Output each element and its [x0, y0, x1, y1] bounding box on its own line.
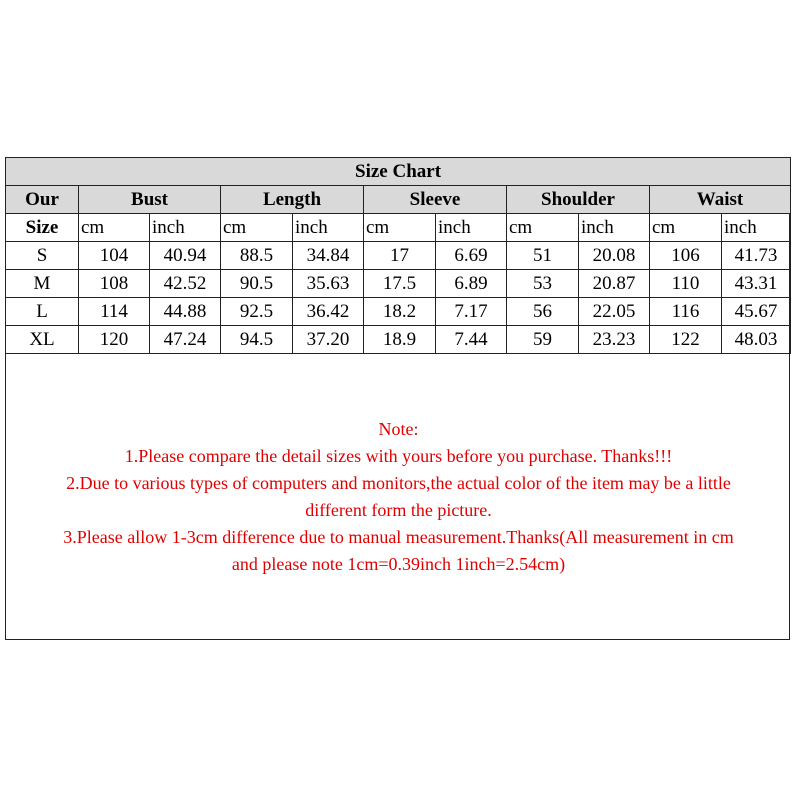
note-block	[6, 416, 791, 578]
value-cell: 6.89	[436, 270, 507, 298]
size-chart-frame	[5, 157, 790, 640]
value-cell: 20.08	[579, 242, 650, 270]
value-cell: 18.9	[364, 326, 436, 354]
value-cell: 35.63	[293, 270, 364, 298]
value-cell: 110	[650, 270, 722, 298]
value-cell: 36.42	[293, 298, 364, 326]
group-header-shoulder: Shoulder	[507, 186, 650, 214]
value-cell: 116	[650, 298, 722, 326]
size-header: Size	[6, 214, 79, 242]
unit-label: inch	[579, 214, 650, 242]
value-cell: 40.94	[150, 242, 221, 270]
size-chart-table	[5, 157, 791, 354]
value-cell: 92.5	[221, 298, 293, 326]
note-line: and please note 1cm=0.39inch 1inch=2.54cm)	[231, 554, 566, 574]
table-row	[6, 270, 791, 298]
value-cell: 94.5	[221, 326, 293, 354]
size-cell: L	[6, 298, 79, 326]
size-cell: XL	[6, 326, 79, 354]
value-cell: 104	[79, 242, 150, 270]
value-cell: 17	[364, 242, 436, 270]
value-cell: 108	[79, 270, 150, 298]
unit-label: inch	[293, 214, 364, 242]
unit-label: cm	[650, 214, 722, 242]
group-header-length: Length	[221, 186, 364, 214]
value-cell: 20.87	[579, 270, 650, 298]
value-cell: 34.84	[293, 242, 364, 270]
value-cell: 53	[507, 270, 579, 298]
value-cell: 37.20	[293, 326, 364, 354]
value-cell: 47.24	[150, 326, 221, 354]
note-line: different form the picture.	[305, 500, 492, 520]
value-cell: 43.31	[722, 270, 791, 298]
table-row	[6, 298, 791, 326]
unit-label: cm	[507, 214, 579, 242]
unit-label: inch	[436, 214, 507, 242]
unit-label: cm	[364, 214, 436, 242]
group-header-sleeve: Sleeve	[364, 186, 507, 214]
table-row	[6, 326, 791, 354]
value-cell: 42.52	[150, 270, 221, 298]
value-cell: 6.69	[436, 242, 507, 270]
value-cell: 122	[650, 326, 722, 354]
table-row	[6, 242, 791, 270]
value-cell: 7.17	[436, 298, 507, 326]
value-cell: 7.44	[436, 326, 507, 354]
value-cell: 106	[650, 242, 722, 270]
value-cell: 120	[79, 326, 150, 354]
size-cell: S	[6, 242, 79, 270]
unit-label: cm	[79, 214, 150, 242]
note-line: 3.Please allow 1-3cm difference due to manual measurement.Thanks(All measurement in cm	[63, 527, 734, 547]
note-line: 1.Please compare the detail sizes with yours before you purchase. Thanks!!!	[124, 446, 673, 466]
value-cell: 17.5	[364, 270, 436, 298]
group-header-bust: Bust	[79, 186, 221, 214]
value-cell: 48.03	[722, 326, 791, 354]
value-cell: 90.5	[221, 270, 293, 298]
value-cell: 44.88	[150, 298, 221, 326]
value-cell: 41.73	[722, 242, 791, 270]
group-header-waist: Waist	[650, 186, 791, 214]
note-line: 2.Due to various types of computers and monitors,the actual color of the item may be a little	[66, 473, 731, 493]
value-cell: 88.5	[221, 242, 293, 270]
value-cell: 22.05	[579, 298, 650, 326]
unit-label: cm	[221, 214, 293, 242]
unit-label: inch	[722, 214, 791, 242]
size-cell: M	[6, 270, 79, 298]
value-cell: 56	[507, 298, 579, 326]
value-cell: 18.2	[364, 298, 436, 326]
note-heading: Note:	[378, 419, 419, 439]
our-size-header: Our	[6, 186, 79, 214]
value-cell: 114	[79, 298, 150, 326]
table-title: Size Chart	[6, 158, 791, 186]
value-cell: 23.23	[579, 326, 650, 354]
value-cell: 59	[507, 326, 579, 354]
value-cell: 51	[507, 242, 579, 270]
value-cell: 45.67	[722, 298, 791, 326]
unit-label: inch	[150, 214, 221, 242]
